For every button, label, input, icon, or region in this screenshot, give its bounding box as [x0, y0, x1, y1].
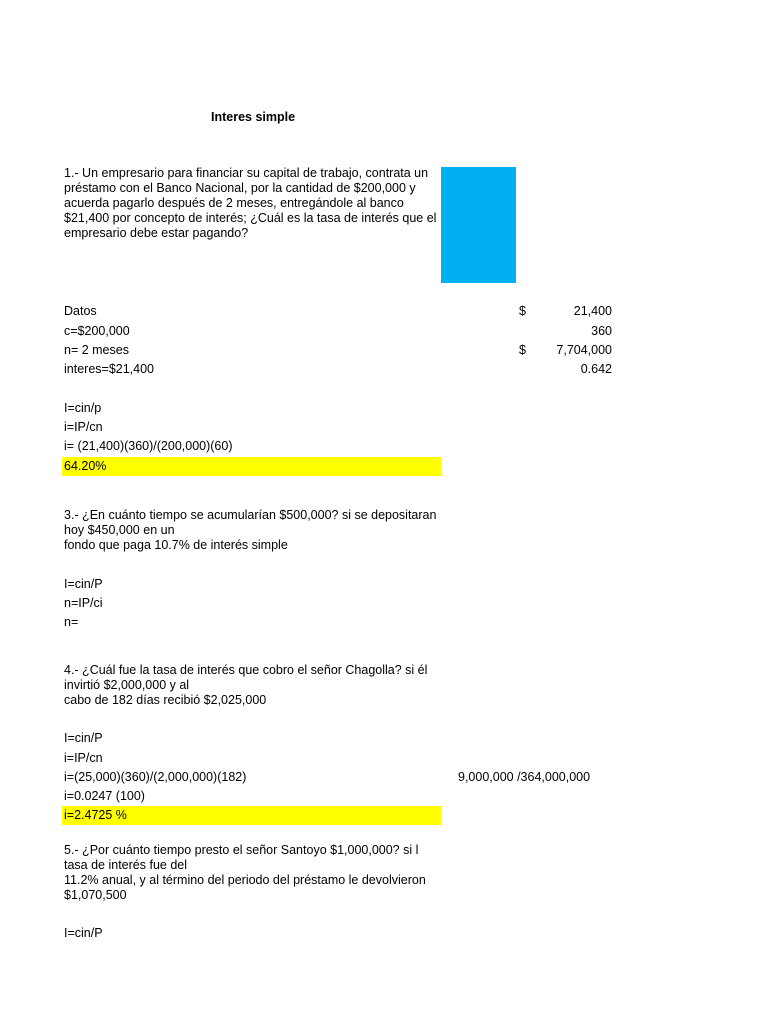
calc-value-3: 7,704,000: [556, 343, 612, 357]
problem-4-text: 4.- ¿Cuál fue la tasa de interés que cobro el señor Chagolla? si él invirtió $2,000,000 y al cabo de 182 días recibió $2,025,000: [64, 663, 428, 707]
calc-currency-1: $: [519, 304, 526, 318]
formula-1-3: i= (21,400)(360)/(200,000)(60): [64, 439, 233, 453]
formula-1-1: I=cin/p: [64, 401, 102, 415]
result-1-highlight: [62, 457, 441, 476]
calc-currency-3: $: [519, 343, 526, 357]
datos-interes: interes=$21,400: [64, 362, 155, 376]
formula-4-4: i=0.0247 (100): [64, 789, 145, 803]
formula-4-1: I=cin/P: [64, 731, 103, 745]
datos-capital: c=$200,000: [64, 324, 130, 338]
result-4: i=2.4725 %: [64, 808, 127, 822]
page-title: Interes simple: [211, 110, 296, 124]
blue-filled-cell: [441, 167, 516, 283]
side-calc-4: 9,000,000 /364,000,000: [458, 770, 591, 784]
problem-5-text: 5.- ¿Por cuánto tiempo presto el señor Santoyo $1,000,000? si l tasa de interés fue del 11.2% anual, y al término del periodo del préstamo le devolvieron $1,070,500: [64, 843, 426, 902]
calc-value-2: 360: [591, 324, 612, 338]
result-4-highlight: [62, 806, 441, 825]
formula-3-3: n=: [64, 615, 79, 629]
calc-value-1: 21,400: [573, 304, 612, 318]
formula-5-1: I=cin/P: [64, 926, 103, 940]
formula-3-1: I=cin/P: [64, 577, 103, 591]
problem-1-text: 1.- Un empresario para financiar su capital de trabajo, contrata un préstamo con el Banco Nacional, por la cantidad de $200,000 y acuerda pagarlo después de 2 meses, entregándole al banco $21,400 por concepto de interés; ¿Cuál es la tasa de interés que el empresario debe estar pagando?: [64, 166, 437, 240]
result-1: 64.20%: [64, 459, 107, 473]
formula-4-2: i=IP/cn: [64, 751, 103, 765]
datos-label: Datos: [64, 304, 97, 318]
formula-3-2: n=IP/ci: [64, 596, 103, 610]
problem-3-text: 3.- ¿En cuánto tiempo se acumularían $500,000? si se depositaran hoy $450,000 en un fondo que paga 10.7% de interés simple: [64, 508, 437, 552]
formula-1-2: i=IP/cn: [64, 420, 103, 434]
datos-periodo: n= 2 meses: [64, 343, 129, 357]
calc-value-4: 0.642: [580, 362, 612, 376]
formula-4-3: i=(25,000)(360)/(2,000,000)(182): [64, 770, 247, 784]
